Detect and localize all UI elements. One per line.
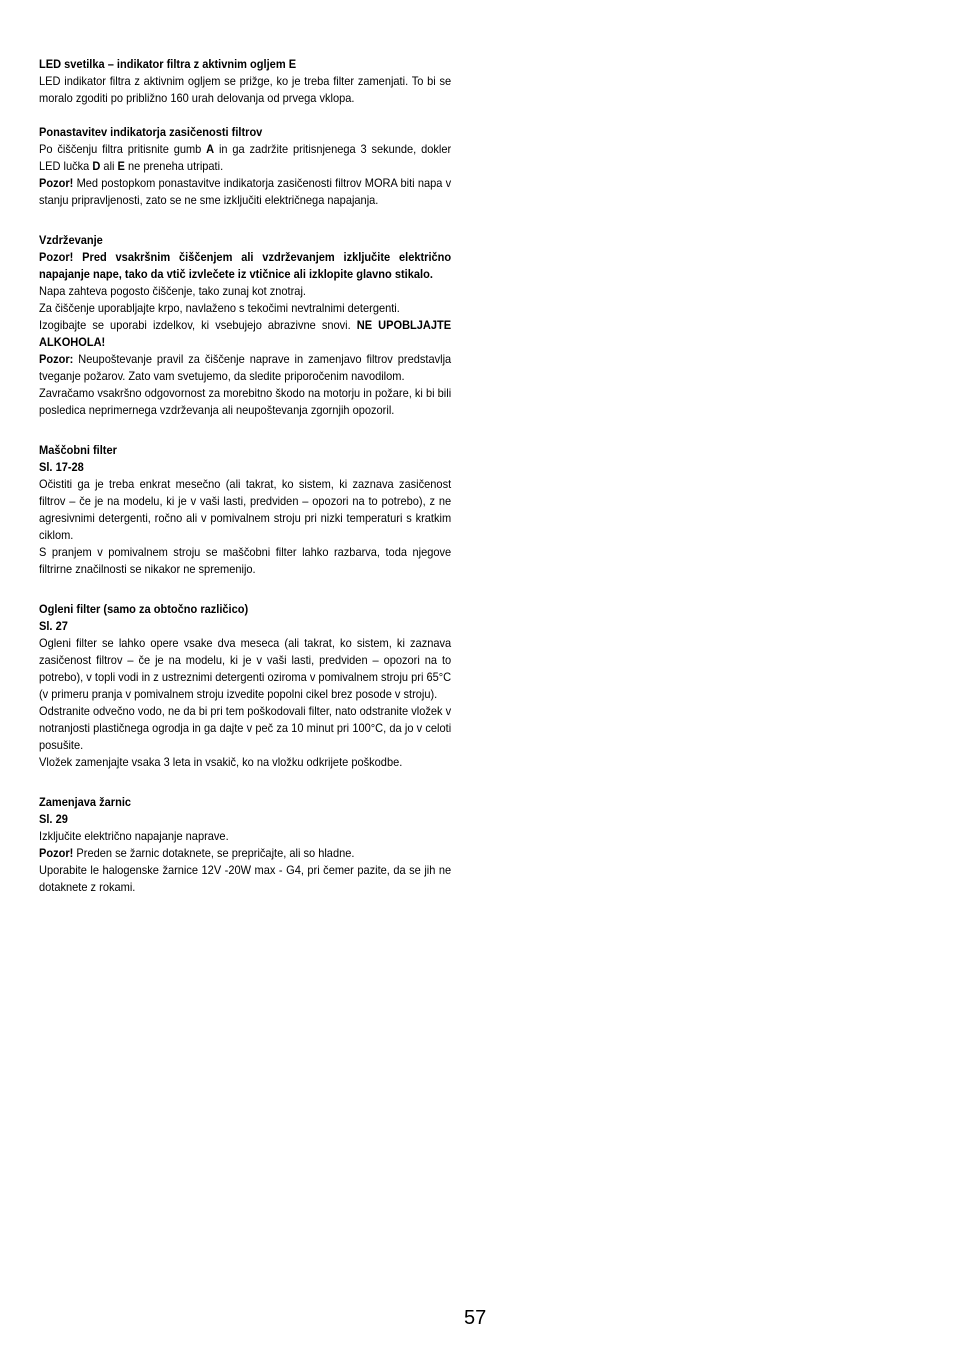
paragraph: Pozor! Med postopkom ponastavitve indikatorja zasičenosti filtrov MORA biti napa v stanju pripravljenosti, zato se ne sme izključiti električnega napajanja.	[39, 176, 452, 207]
paragraph: Po čiščenju filtra pritisnite gumb A in ga zadržite pritisnjenega 3 sekunde, dokler LED lučka D ali E ne preneha utripati.	[39, 142, 452, 173]
section-maintenance	[39, 232, 451, 419]
section-bulb-replacement	[39, 794, 451, 896]
paragraph: Odstranite odvečno vodo, ne da bi pri tem poškodovali filter, nato odstranite vložek v notranjosti plastičnega ogrodja in ga dajte v peč za 10 minut pri 100°C, da jo v celoti posušite.	[39, 704, 452, 752]
paragraph: S pranjem v pomivalnem stroju se maščobni filter lahko razbarva, toda njegove filtrirne značilnosti se nikakor ne spremenijo.	[39, 545, 452, 576]
section-heading: Ogleni filter (samo za obtočno različico)	[39, 602, 249, 616]
page-number: 57	[464, 1307, 487, 1329]
section-heading: Ponastavitev indikatorja zasičenosti filtrov	[39, 125, 263, 139]
figure-reference: Sl. 27	[39, 619, 68, 633]
section-grease-filter	[39, 442, 451, 578]
section-carbon-filter	[39, 601, 451, 771]
paragraph: Uporabite le halogenske žarnice 12V -20W max - G4, pri čemer pazite, da se jih ne dotaknete z rokami.	[39, 863, 452, 894]
paragraph: Izogibajte se uporabi izdelkov, ki vsebujejo abrazivne snovi. NE UPOBLJAJTE ALKOHOLA!	[39, 318, 452, 349]
section-heading: Zamenjava žarnic	[39, 795, 132, 809]
text-column	[39, 56, 451, 896]
section-reset-indicator	[39, 124, 451, 209]
figure-reference: Sl. 17-28	[39, 460, 84, 474]
paragraph: Pozor: Neupoštevanje pravil za čiščenje naprave in zamenjavo filtrov predstavlja tveganje požarov. Zato vam svetujemo, da sledite priporočenim navodilom.	[39, 352, 452, 383]
section-heading: Maščobni filter	[39, 443, 117, 457]
warning-paragraph: Pozor! Pred vsakršnim čiščenjem ali vzdrževanjem izključite električno napajanje nape, tako da vtič izvlečete iz vtičnice ali izklopite glavno stikalo.	[39, 250, 452, 281]
paragraph: Pozor! Preden se žarnic dotaknete, se prepričajte, ali so hladne.	[39, 846, 355, 860]
section-heading: LED svetilka – indikator filtra z aktivnim ogljem E	[39, 57, 297, 71]
figure-reference: Sl. 29	[39, 812, 68, 826]
section-led-indicator	[39, 56, 451, 107]
paragraph: LED indikator filtra z aktivnim ogljem se prižge, ko je treba filter zamenjati. To bi se moralo zgoditi po približno 160 urah delovanja od prvega vklopa.	[39, 74, 452, 105]
paragraph: Izključite električno napajanje naprave.	[39, 829, 229, 843]
paragraph: Napa zahteva pogosto čiščenje, tako zunaj kot znotraj.	[39, 284, 306, 298]
section-heading: Vzdrževanje	[39, 233, 103, 247]
paragraph: Vložek zamenjajte vsaka 3 leta in vsakič, ko na vložku odkrijete poškodbe.	[39, 755, 403, 769]
paragraph: Očistiti ga je treba enkrat mesečno (ali takrat, ko sistem, ki zaznava zasičenost filtrov – če je na modelu, ki je v vaši lasti, predviden – opozori na to potrebo), z ne agresivnimi detergenti, ročno ali v pomivalnem stroju pri nizki temperaturi s kratkim ciklom.	[39, 477, 452, 542]
paragraph: Za čiščenje uporabljajte krpo, navlaženo s tekočimi nevtralnimi detergenti.	[39, 301, 400, 315]
paragraph: Ogleni filter se lahko opere vsake dva meseca (ali takrat, ko sistem, ki zaznava zasičenost filtrov – če je na modelu, ki je v vaši lasti, predviden – opozori na to potrebo), v topli vodi in z ustreznimi detergenti oziroma v pomivalnem stroju pri 65°C (v primeru pranja v pomivalnem stroju izvedite popolni cikel brez posode v stroju).	[39, 636, 452, 701]
paragraph: Zavračamo vsakršno odgovornost za morebitno škodo na motorju in požare, ki bi bili posledica neprimernega vzdrževanja ali neupoštevanja zgornjih opozoril.	[39, 386, 452, 417]
